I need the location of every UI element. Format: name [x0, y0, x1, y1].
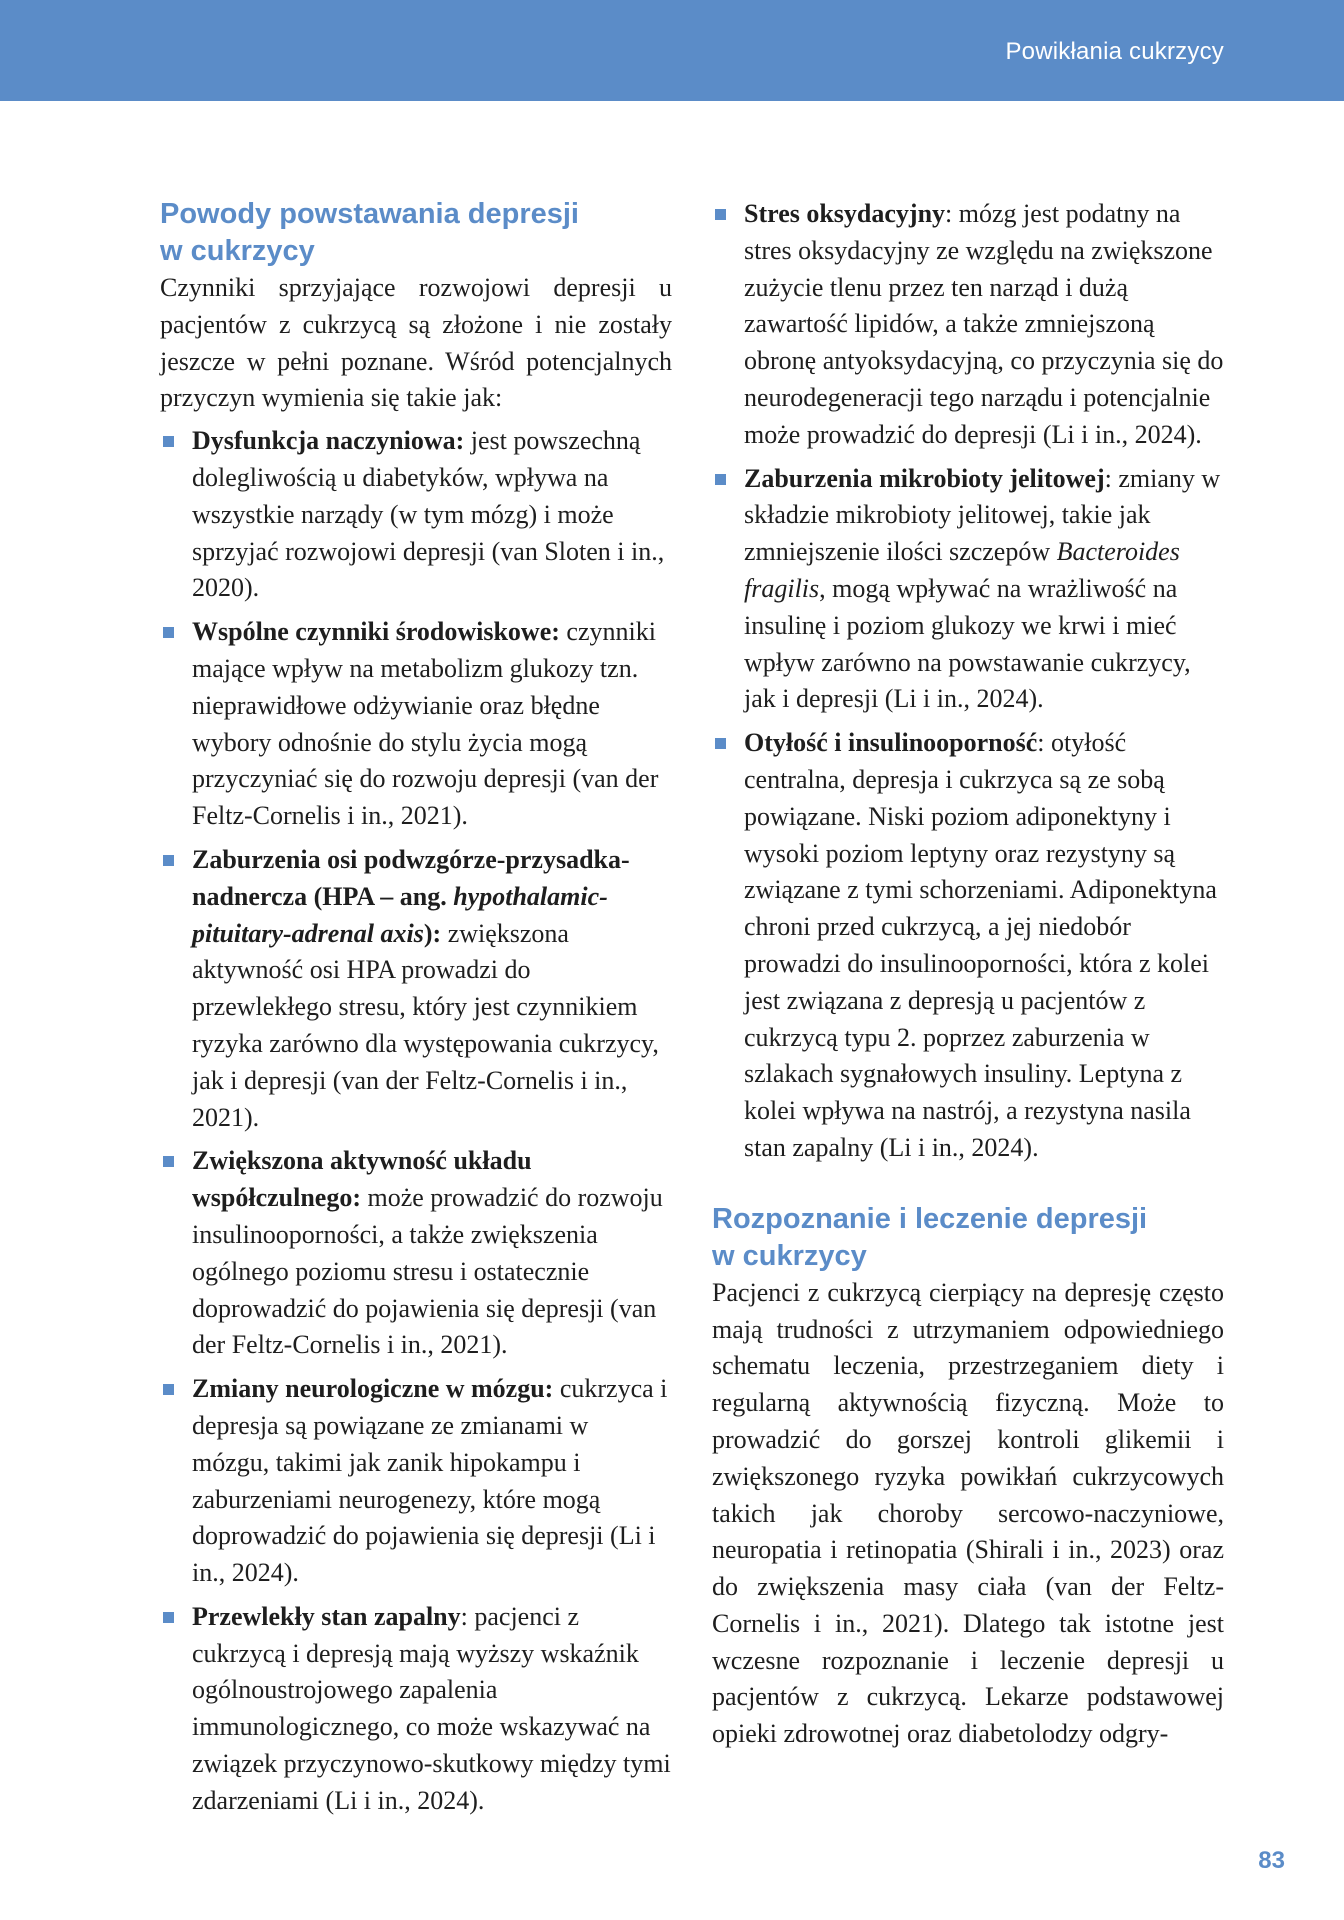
item-text-end: , mogą wpływać na wrażliwość na insulinę i poziom glukozy we krwi i mieć wpływ zarówno na powstawanie cukrzycy, jak i depresji (Li i in., 2024). — [744, 573, 1191, 714]
causes-list — [160, 423, 672, 1819]
square-bullet-icon — [163, 855, 174, 866]
item-term: Stres oksydacyjny — [744, 199, 946, 228]
square-bullet-icon — [163, 1612, 174, 1623]
list-item — [160, 1599, 672, 1820]
item-text: : mózg jest podatny na stres oksydacyjny ze względu na zwiększone zużycie tlenu przez ten narząd i dużą zawartość lipidów, a także zmniejszoną obronę antyoksydacyjną, co przyczynia się do neurodegeneracji tego narządu i potencjalnie może prowadzić do depresji (Li i in., 2024). — [744, 199, 1224, 449]
item-term: Otyłość i insulinooporność — [744, 728, 1038, 758]
item-term: Zwiększona aktywność układu współczulnego: — [192, 1146, 532, 1213]
item-text-italic: Bacteroides fragilis — [744, 537, 1180, 603]
list-item — [160, 614, 672, 835]
item-term-italic: hypothalamic-pituitary-adrenal axis — [192, 881, 608, 948]
section-heading — [160, 196, 672, 270]
item-term: Przewlekły stan zapalny — [192, 1601, 461, 1631]
square-bullet-icon — [715, 738, 726, 749]
square-bullet-icon — [715, 474, 726, 485]
header-bar — [0, 0, 1344, 101]
item-text: : otyłość centralna, depresja i cukrzyca są ze sobą powiązane. Niski poziom adiponektyny i wysoki poziom leptyny oraz rezystyny są związane z tymi schorzeniami. Adiponektyna chroni przed cukrzycą, a jej niedobór prowadzi do insulinooporności, która z kolei jest związana z depresją u pacjentów z cukrzycą typu 2. poprzez zaburzenia w szlakach sygnałowych insuliny. Leptyna z kolei wpływa na nastrój, a rezystyna nasila stan zapalny (Li i in., 2024). — [744, 728, 1217, 1162]
item-text: cukrzyca i depresja są powiązane ze zmianami w mózgu, takimi jak zanik hipokampu i zaburzeniami neurogenezy, które mogą doprowadzić do pojawienia się depresji (Li i in., 2024). — [192, 1374, 668, 1588]
item-term: Dysfunkcja naczyniowa: — [192, 426, 465, 456]
square-bullet-icon — [163, 1384, 174, 1395]
heading-line: w cukrzycy — [160, 235, 315, 267]
item-term: Zaburzenia osi podwzgórze-przysadka-nadnercza (HPA – ang. — [192, 844, 630, 911]
list-item — [160, 1143, 672, 1364]
heading-line: Rozpoznanie i leczenie depresji — [712, 1202, 1148, 1235]
item-term: Wspólne czynniki środowiskowe: — [192, 617, 560, 647]
item-term: Zaburzenia mikrobioty jelitowej — [744, 463, 1105, 493]
right-column — [712, 196, 1224, 1753]
square-bullet-icon — [163, 436, 174, 447]
item-term: Zmiany neurologiczne w mózgu: — [192, 1374, 554, 1404]
running-header-title: Powikłania cukrzycy — [1005, 38, 1224, 65]
left-column — [160, 196, 672, 1827]
body-paragraph: Pacjenci z cukrzycą cierpiący na depresję często mają trudności z utrzymaniem odpowiedniego schematu leczenia, przestrzeganiem diety i regularną aktywnością fizyczną. Może to prowadzić do gorszej kontroli glikemii i zwiększonego ryzyka powikłań cukrzycowych takich jak choroby sercowo-naczyniowe, neuropatia i retinopatia (Shirali i in., 2023) oraz do zwiększenia masy ciała (van der Feltz-Cornelis i in., 2021). Dlatego tak istotne jest wczesne rozpoznanie i leczenie depresji u pacjentów z cukrzycą. Lekarze podstawowej opieki zdrowotnej oraz diabetolodzy odgry- — [712, 1277, 1224, 1749]
page-number: 83 — [1258, 1847, 1285, 1874]
square-bullet-icon — [715, 209, 726, 220]
item-text: : pacjenci z cukrzycą i depresją mają wyższy wskaźnik ogólnoustrojowego zapalenia immunologicznego, co może wskazywać na związek przyczynowo-skutkowy między tymi zdarzeniami (Li i in., 2024). — [192, 1601, 671, 1815]
item-text: czynniki mające wpływ na metabolizm glukozy tzn. nieprawidłowe odżywianie oraz błędne wybory odnośnie do stylu życia mogą przyczyniać się do rozwoju depresji (van der Feltz-Cornelis i in., 2021). — [192, 617, 659, 831]
item-term-end: ): — [423, 918, 442, 948]
intro-paragraph: Czynniki sprzyjające rozwojowi depresji u pacjentów z cukrzycą są złożone i nie zostały jeszcze w pełni poznane. Wśród potencjalnych przyczyn wymienia się takie jak: — [160, 273, 672, 413]
diagnosis-section — [712, 1201, 1224, 1753]
list-item — [160, 423, 672, 607]
list-item — [712, 461, 1224, 719]
item-text: może prowadzić do rozwoju insulinooporności, a także zwiększenia ogólnego poziomu stresu i ostatecznie doprowadzić do pojawienia się depresji (van der Feltz-Cornelis i in., 2021). — [192, 1183, 663, 1360]
heading-line: Powody powstawania depresji — [160, 198, 579, 230]
list-item — [712, 196, 1224, 454]
heading-line: w cukrzycy — [712, 1239, 867, 1272]
square-bullet-icon — [163, 627, 174, 638]
item-text: jest powszechną dolegliwością u diabetyków, wpływa na wszystkie narządy (w tym mózg) i może sprzyjać rozwojowi depresji (van Sloten i in., 2020). — [192, 426, 665, 603]
list-item — [160, 842, 672, 1136]
square-bullet-icon — [163, 1156, 174, 1167]
item-text: : zmiany w składzie mikrobioty jelitowej, takie jak zmniejszenie ilości szczepów — [744, 463, 1221, 567]
list-item — [160, 1371, 672, 1592]
list-item — [712, 725, 1224, 1167]
section-heading — [712, 1201, 1224, 1275]
item-text: zwiększona aktywność osi HPA prowadzi do przewlekłego stresu, który jest czynnikiem ryzyka zarówno dla występowania cukrzycy, jak i depresji (van der Feltz-Cornelis i in., 2021). — [192, 918, 659, 1132]
causes-list-continued — [712, 196, 1224, 1167]
